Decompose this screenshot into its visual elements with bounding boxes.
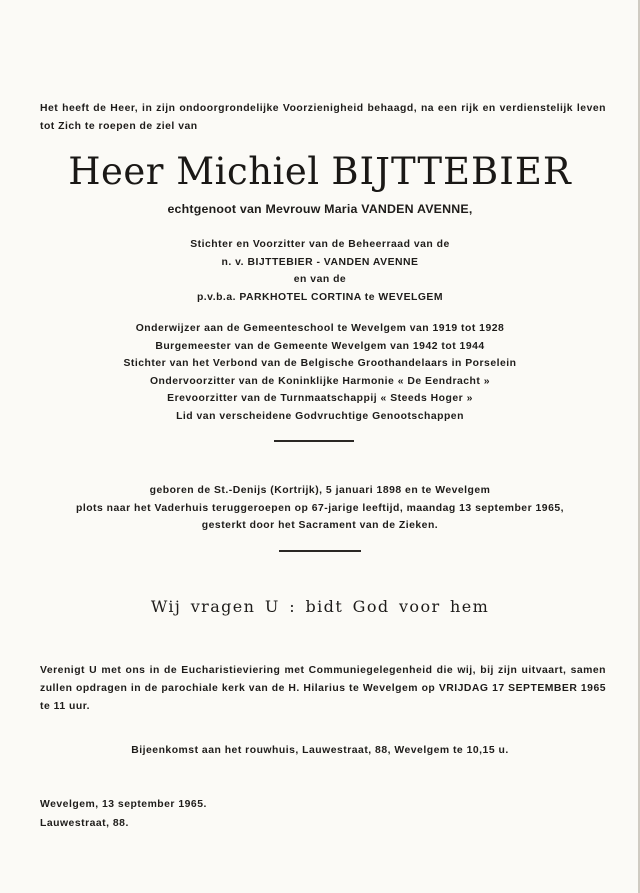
address: Lauwestraat, 88. xyxy=(40,818,129,829)
footer xyxy=(40,795,340,833)
life-line: gesterkt door het Sacrament van de Zieken. xyxy=(201,520,439,532)
function-line: Onderwijzer aan de Gemeenteschool te Wevelgem van 1919 tot 1928 xyxy=(135,323,505,334)
companies-block xyxy=(0,236,640,306)
service-description: Verenigt U met ons in de Eucharistieviering met Communiegelegenheid die wij, bij zijn uitvaart, samen zullen opdragen in de parochiale kerk van de H. Hilarius te Wevelgem op xyxy=(40,665,606,694)
function-line: Lid van verscheidene Godvruchtige Genootschappen xyxy=(176,410,464,422)
service-time: te 11 uur. xyxy=(40,700,91,712)
divider xyxy=(274,440,354,442)
place-date: Wevelgem, 13 september 1965. xyxy=(40,799,207,810)
company-line: n. v. BIJTTEBIER - VANDEN AVENNE xyxy=(221,256,419,268)
function-line: Burgemeester van de Gemeente Wevelgem van 1942 tot 1944 xyxy=(155,340,485,352)
spouse-line: echtgenoot van Mevrouw Maria VANDEN AVENNE, xyxy=(167,202,473,216)
life-line: plots naar het Vaderhuis teruggeroepen op 67-jarige leeftijd, maandag 13 september 1965, xyxy=(75,502,565,514)
company-line: Stichter en Voorzitter van de Beheerraad van de xyxy=(190,239,450,250)
gathering-line: Bijeenkomst aan het rouwhuis, Lauwestraat, 88, Wevelgem te 10,15 u. xyxy=(131,745,509,756)
life-line: geboren de St.-Denijs (Kortrijk), 5 januari 1898 en te Wevelgem xyxy=(149,485,491,496)
function-line: Stichter van het Verbond van de Belgische Groothandelaars in Porselein xyxy=(123,358,517,370)
intro-text: Het heeft de Heer, in zijn ondoorgrondelijke Voorzienigheid behaagd, na een rijk en verdienstelijk leven tot Zich te roepen de ziel van xyxy=(40,103,606,132)
deceased-family-name: BIJTTEBIER xyxy=(331,150,572,193)
deceased-name xyxy=(0,148,640,196)
company-line: p.v.b.a. PARKHOTEL CORTINA te WEVELGEM xyxy=(196,291,444,303)
function-line: Ondervoorzitter van de Koninklijke Harmonie « De Eendracht » xyxy=(149,375,491,387)
functions-block xyxy=(0,320,640,426)
service-text xyxy=(40,662,606,715)
deceased-given-name: Heer Michiel xyxy=(68,150,320,193)
divider xyxy=(279,550,361,552)
prayer-line: Wij vragen U : bidt God voor hem xyxy=(150,597,490,616)
company-line: en van de xyxy=(293,274,347,286)
life-block xyxy=(0,482,640,535)
service-date: VRIJDAG 17 SEPTEMBER 1965 xyxy=(438,682,607,694)
function-line: Erevoorzitter van de Turnmaatschappij « Steeds Hoger » xyxy=(167,393,473,405)
